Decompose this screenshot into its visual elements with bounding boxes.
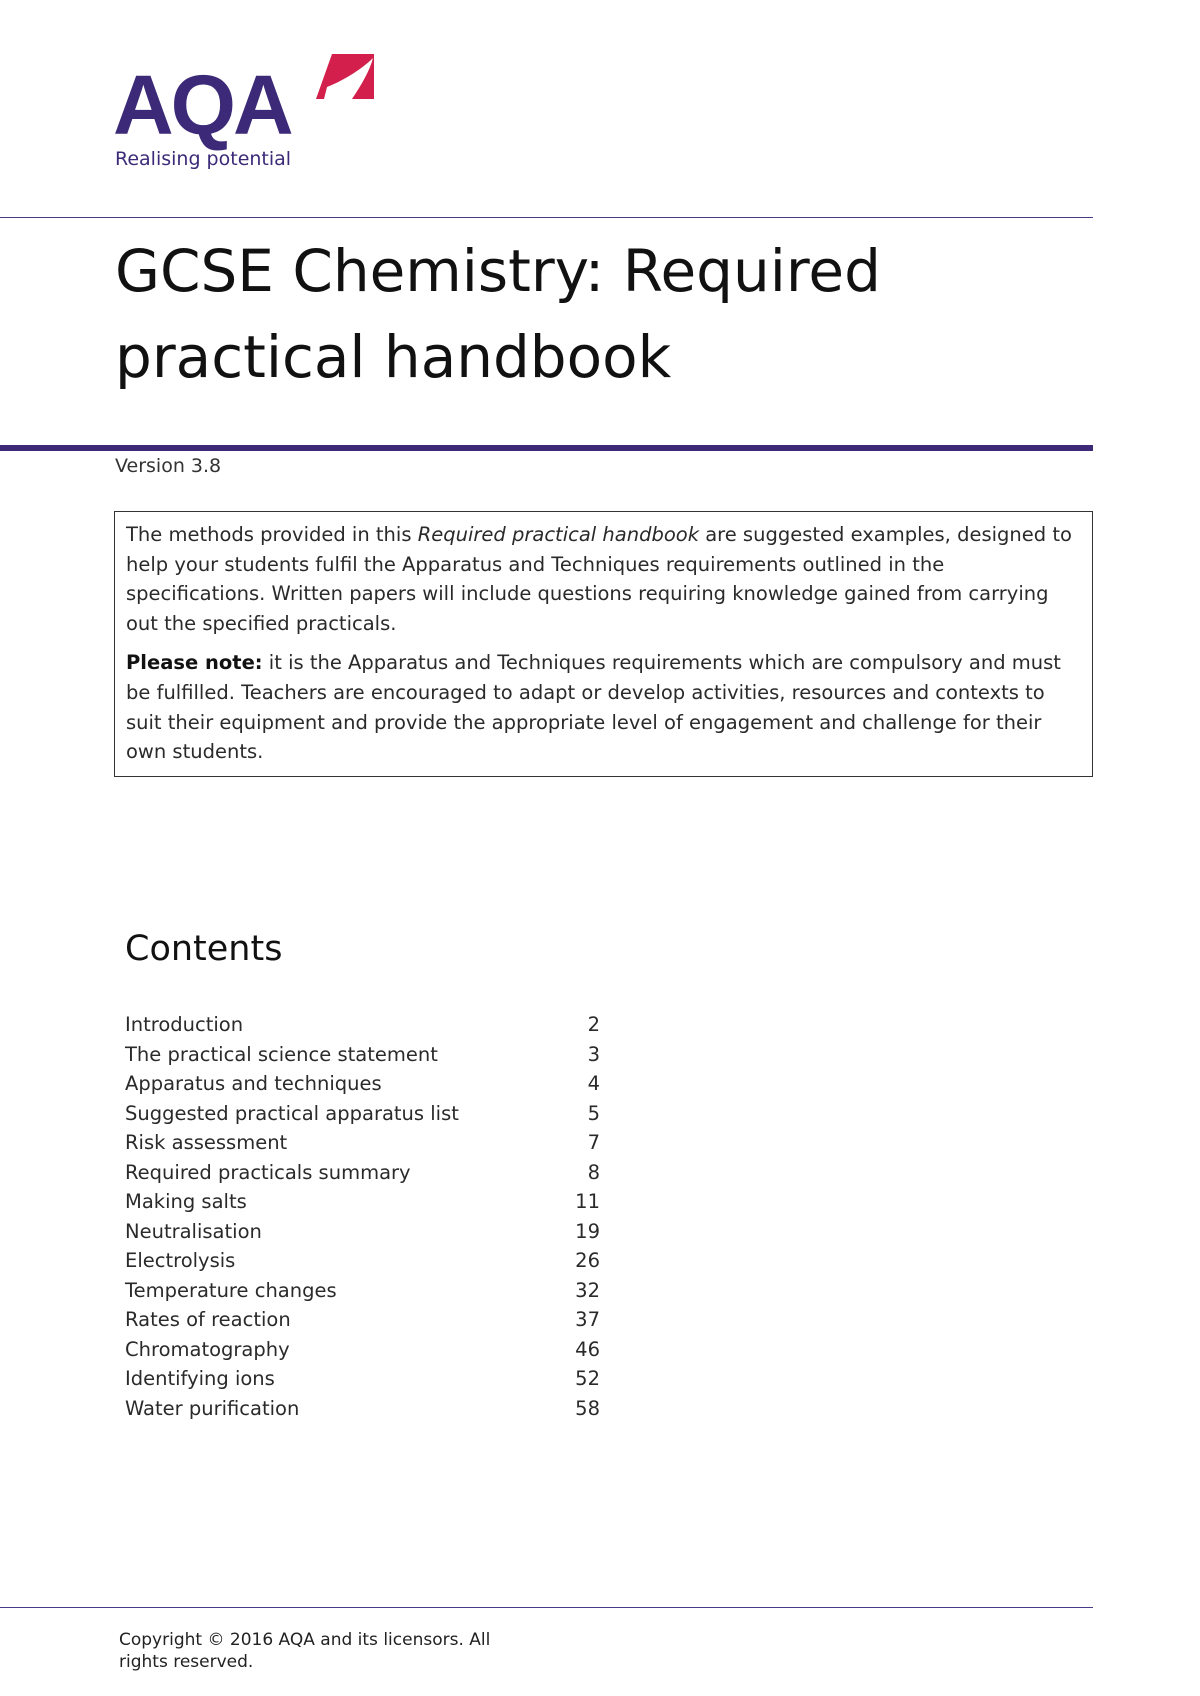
contents-entry-page: 19 bbox=[575, 1219, 600, 1243]
contents-entry[interactable] bbox=[125, 1099, 600, 1129]
contents-entry-title: The practical science statement bbox=[125, 1042, 438, 1066]
version-label: Version 3.8 bbox=[115, 455, 222, 477]
notice-box bbox=[114, 511, 1093, 777]
contents-entry-title: Making salts bbox=[125, 1190, 247, 1213]
please-note-label: Please note: bbox=[126, 651, 263, 675]
aqa-leaf-icon bbox=[316, 54, 374, 112]
notice-text-rest: are suggested examples, designed to help your students fulfil the Apparatus and Techniques requirements outlined in the specifications. Written papers will include questions requiring knowledge gained from carrying out the specified practicals. bbox=[126, 523, 1072, 635]
contents-entry[interactable] bbox=[125, 1187, 600, 1217]
contents-entry-title: Suggested practical apparatus list bbox=[125, 1101, 459, 1125]
contents-entry[interactable] bbox=[125, 1276, 600, 1306]
contents-entry[interactable] bbox=[125, 1128, 600, 1158]
contents-heading: Contents bbox=[125, 929, 283, 969]
contents-entry-page: 5 bbox=[587, 1101, 600, 1125]
contents-entry-page: 26 bbox=[575, 1249, 600, 1272]
contents-entry-title: Rates of reaction bbox=[125, 1308, 291, 1331]
please-note-text: it is the Apparatus and Techniques requirements which are compulsory and must be fulfilled. Teachers are encouraged to adapt or develop activities, resources and contexts to suit their equipment and provide the appropriate level of engagement and challenge for their own students. bbox=[126, 651, 1061, 764]
contents-entry-page: 52 bbox=[575, 1367, 600, 1390]
contents-entry-title: Risk assessment bbox=[125, 1131, 288, 1154]
contents-entry-title: Neutralisation bbox=[125, 1219, 262, 1243]
notice-paragraph-please-note bbox=[126, 648, 1082, 766]
contents-entry-title: Introduction bbox=[125, 1013, 244, 1036]
contents-entry-title: Required practicals summary bbox=[125, 1160, 411, 1184]
handbook-name-emphasis: Required practical handbook bbox=[417, 523, 699, 546]
contents-entry[interactable] bbox=[125, 1335, 600, 1365]
notice-text-intro: The methods provided in this bbox=[126, 523, 418, 546]
contents-entry-page: 11 bbox=[575, 1190, 600, 1213]
logo-tagline: Realising potential bbox=[115, 148, 292, 170]
contents-entry-page: 8 bbox=[587, 1160, 600, 1184]
contents-entry-page: 3 bbox=[587, 1042, 600, 1066]
contents-entry-title: Electrolysis bbox=[125, 1249, 236, 1272]
contents-entry-title: Chromatography bbox=[125, 1337, 290, 1361]
contents-entry-page: 46 bbox=[575, 1337, 600, 1361]
contents-entry[interactable] bbox=[125, 1158, 600, 1188]
contents-list bbox=[125, 1010, 600, 1423]
aqa-logo bbox=[113, 52, 383, 182]
copyright-notice: Copyright © 2016 AQA and its licensors. All rights reserved. bbox=[119, 1630, 491, 1672]
contents-entry-page: 2 bbox=[587, 1013, 600, 1036]
contents-entry[interactable] bbox=[125, 1364, 600, 1394]
footer-divider bbox=[0, 1607, 1093, 1608]
contents-entry-page: 37 bbox=[575, 1308, 600, 1331]
document-title: GCSE Chemistry: Required practical handbook bbox=[115, 237, 881, 391]
contents-entry[interactable] bbox=[125, 1305, 600, 1335]
logo-wordmark: AQA bbox=[113, 58, 291, 152]
title-divider bbox=[0, 445, 1093, 451]
contents-entry-page: 4 bbox=[587, 1072, 600, 1095]
contents-entry[interactable] bbox=[125, 1010, 600, 1040]
contents-entry-title: Identifying ions bbox=[125, 1367, 275, 1390]
contents-entry-page: 58 bbox=[575, 1396, 600, 1420]
contents-entry-title: Apparatus and techniques bbox=[125, 1072, 382, 1095]
contents-entry-page: 32 bbox=[575, 1278, 600, 1302]
header-divider bbox=[0, 217, 1093, 218]
contents-entry[interactable] bbox=[125, 1069, 600, 1099]
contents-entry[interactable] bbox=[125, 1394, 600, 1424]
contents-entry-title: Water purification bbox=[125, 1396, 300, 1420]
contents-entry[interactable] bbox=[125, 1217, 600, 1247]
contents-entry-title: Temperature changes bbox=[125, 1278, 337, 1302]
notice-paragraph-methods bbox=[126, 520, 1082, 638]
contents-entry[interactable] bbox=[125, 1040, 600, 1070]
contents-entry-page: 7 bbox=[587, 1131, 600, 1154]
contents-entry[interactable] bbox=[125, 1246, 600, 1276]
